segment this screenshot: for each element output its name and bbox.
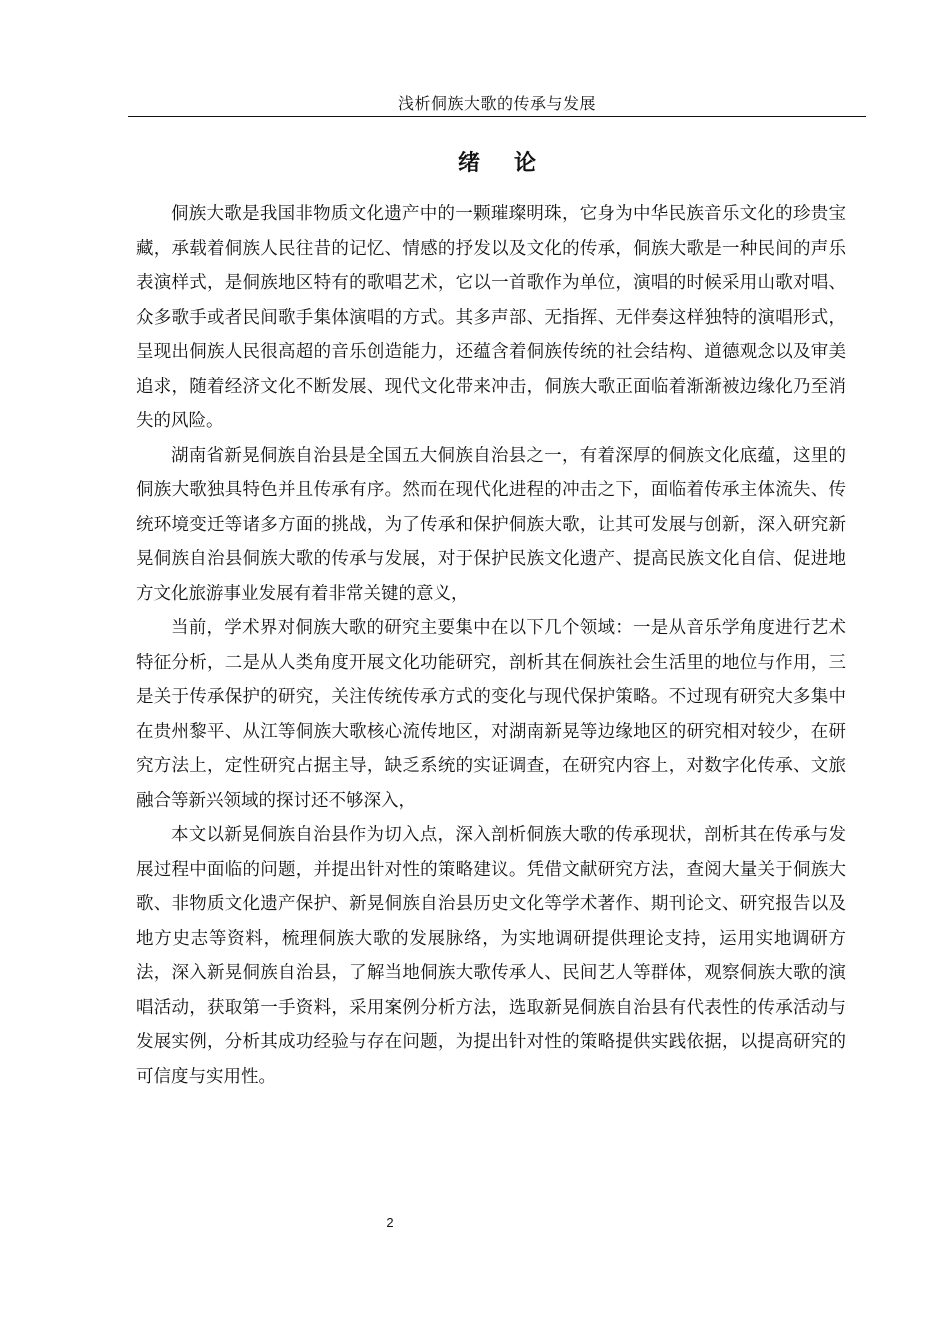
page-number: 2 <box>386 1215 394 1230</box>
chapter-title: 绪论 <box>457 150 570 176</box>
paragraph-research-status: 当前，学术界对侗族大歌的研究主要集中在以下几个领域：一是从音乐学角度进行艺术特征分析，二是从人类角度开展文化功能研究，剖析其在侗族社会生活里的地位与作用，三是关于传承保护的研究，关注传统传承方式的变化与现代保护策略。不过现有研究大多集中在贵州黎平、从江等侗族大歌核心流传地区，对湖南新晃等边缘地区的研究相对较少，在研究方法上，定性研究占据主导，缺乏系统的实证调查，在研究内容上，对数字化传承、文旅融合等新兴领域的探讨还不够深入， <box>136 618 846 811</box>
body-text <box>136 197 846 1094</box>
paragraph-xinhuang-county: 湖南省新晃侗族自治县是全国五大侗族自治县之一，有着深厚的侗族文化底蕴，这里的侗族大歌独具特色并且传承有序。然而在现代化进程的冲击之下，面临着传承主体流失、传统环境变迁等诸多方面的挑战，为了传承和保护侗族大歌，让其可发展与创新，深入研究新晃侗族自治县侗族大歌的传承与发展，对于保护民族文化遗产、提高民族文化自信、促进地方文化旅游事业发展有着非常关键的意义， <box>136 445 846 604</box>
running-header-title: 浅析侗族大歌的传承与发展 <box>397 94 596 113</box>
paragraph-intro-dong-grand-song: 侗族大歌是我国非物质文化遗产中的一颗璀璨明珠，它身为中华民族音乐文化的珍贵宝藏，承载着侗族人民往昔的记忆、情感的抒发以及文化的传承，侗族大歌是一种民间的声乐表演样式，是侗族地区特有的歌唱艺术，它以一首歌作为单位，演唱的时候采用山歌对唱、众多歌手或者民间歌手集体演唱的方式。其多声部、无指挥、无伴奏这样独特的演唱形式，呈现出侗族人民很高超的音乐创造能力，还蕴含着侗族传统的社会结构、道德观念以及审美追求，随着经济文化不断发展、现代文化带来冲击，侗族大歌正面临着渐渐被边缘化乃至消失的风险。 <box>136 204 846 431</box>
paragraph-research-methods: 本文以新晃侗族自治县作为切入点，深入剖析侗族大歌的传承现状，剖析其在传承与发展过程中面临的问题，并提出针对性的策略建议。凭借文献研究方法，查阅大量关于侗族大歌、非物质文化遗产保护、新晃侗族自治县历史文化等学术著作、期刊论文、研究报告以及地方史志等资料，梳理侗族大歌的发展脉络，为实地调研提供理论支持，运用实地调研方法，深入新晃侗族自治县，了解当地侗族大歌传承人、民间艺人等群体，观察侗族大歌的演唱活动，获取第一手资料，采用案例分析方法，选取新晃侗族自治县有代表性的传承活动与发展实例，分析其成功经验与存在问题，为提出针对性的策略提供实践依据，以提高研究的可信度与实用性。 <box>136 825 846 1087</box>
header-divider <box>128 116 866 117</box>
